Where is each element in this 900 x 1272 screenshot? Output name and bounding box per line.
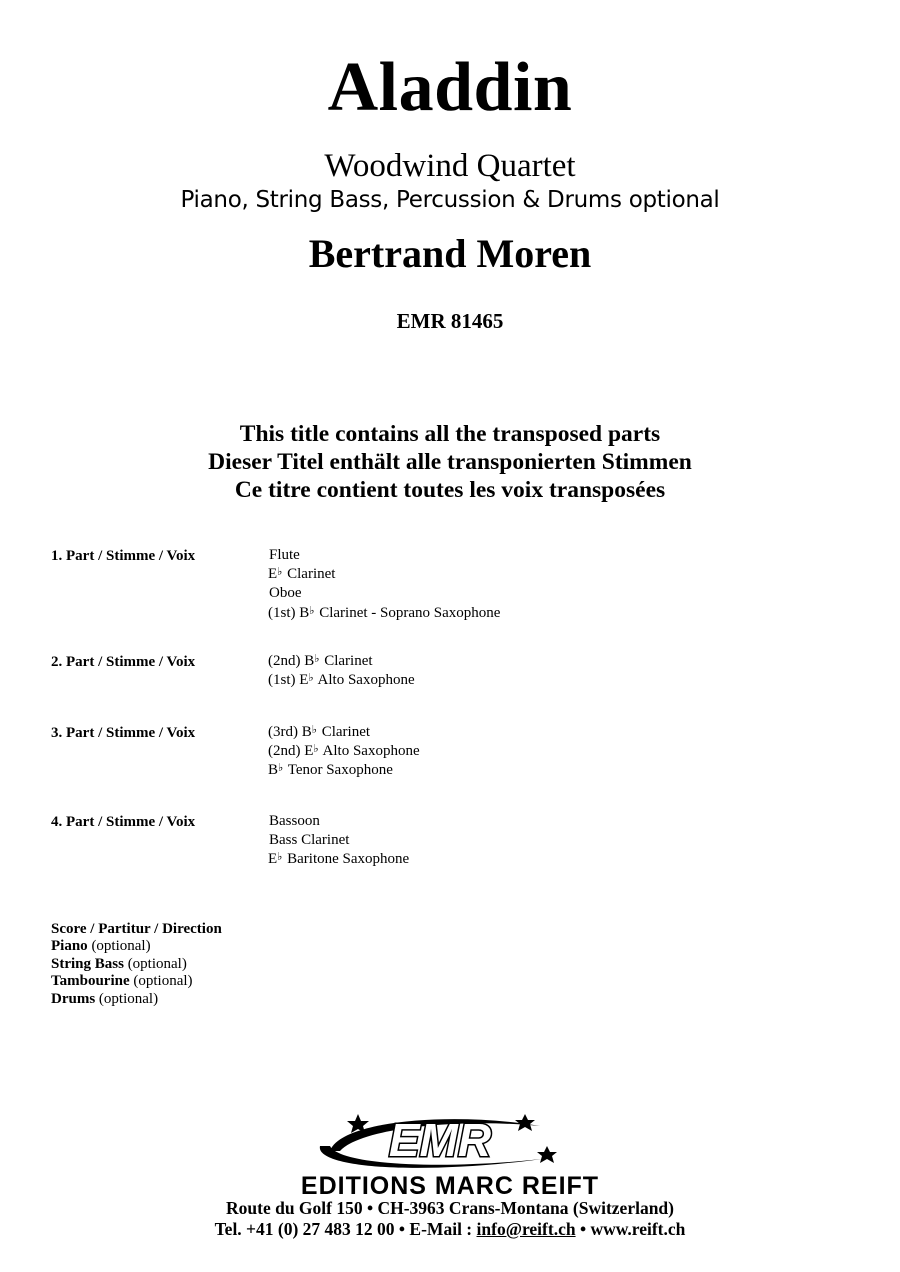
instrument-name: Flute — [269, 547, 300, 563]
instrument-prefix: (1st) E — [268, 672, 309, 689]
instrument-item — [268, 850, 409, 869]
instrument-item — [268, 723, 420, 742]
publisher-name: EDITIONS MARC REIFT — [300, 1172, 600, 1200]
instrument-item — [268, 812, 409, 831]
instrument-name: Tenor Saxophone — [284, 762, 393, 779]
extra-item-note: (optional) — [123, 955, 187, 972]
instrument-item — [268, 546, 500, 565]
instrument-name: Oboe — [269, 585, 302, 602]
instrument-name: Clarinet - Soprano Saxophone — [315, 604, 501, 621]
extra-item — [51, 956, 222, 973]
flat-sign: ♭ — [277, 566, 283, 579]
part-instrument-list — [268, 812, 409, 870]
flat-sign: ♭ — [313, 743, 319, 756]
flat-sign: ♭ — [311, 724, 317, 736]
instrument-item — [268, 671, 415, 690]
instrument-prefix: (1st) B — [268, 604, 310, 621]
instrument-item — [268, 761, 420, 780]
instrument-item — [268, 831, 409, 850]
extra-item-note: (optional) — [95, 990, 159, 1007]
flat-sign: ♭ — [314, 653, 320, 665]
extra-item-note: (optional) — [87, 938, 151, 955]
instrument-prefix: (2nd) E — [268, 743, 314, 760]
extra-item-note: (optional) — [129, 973, 193, 990]
part-label: 3. Part / Stimme / Voix — [51, 725, 196, 741]
instrument-prefix: E — [268, 851, 278, 868]
instrument-item — [268, 584, 500, 603]
notice-german: Dieser Titel enthält alle transponierten Stimmen — [208, 449, 692, 475]
part-label: 2. Part / Stimme / Voix — [51, 654, 196, 670]
part-label: 4. Part / Stimme / Voix — [51, 814, 196, 830]
logo-star-icon — [537, 1146, 557, 1163]
part-label: 1. Part / Stimme / Voix — [51, 548, 196, 564]
score-label: Score / Partitur / Direction — [51, 921, 222, 937]
instrument-name: Bassoon — [269, 813, 320, 829]
extra-item-name: Tambourine — [51, 973, 130, 990]
extra-item-name: String Bass — [51, 955, 124, 972]
instrument-name: Clarinet — [320, 653, 373, 669]
instrument-prefix: (3rd) B — [268, 724, 312, 740]
extra-item — [51, 991, 222, 1008]
optional-parts-list — [51, 921, 222, 1008]
contact-phone: Tel. +41 (0) 27 483 12 00 • E-Mail : — [214, 1219, 477, 1239]
extra-item-name: Drums — [51, 990, 96, 1007]
part-instrument-list — [268, 652, 415, 690]
instrumentation-line: Piano, String Bass, Percussion & Drums optional — [180, 187, 720, 213]
part-instrument-list — [268, 546, 500, 623]
extra-item — [51, 973, 222, 990]
extra-item — [51, 938, 222, 955]
composer-name: Bertrand Moren — [308, 231, 592, 276]
instrument-prefix: B — [268, 762, 279, 779]
logo-star-icon — [515, 1114, 535, 1131]
catalog-number: EMR 81465 — [396, 309, 504, 333]
flat-sign: ♭ — [309, 604, 315, 617]
instrument-item — [268, 652, 415, 671]
contact-website: • www.reift.ch — [575, 1219, 686, 1239]
publisher-contact — [0, 1218, 900, 1240]
instrument-name: Alto Saxophone — [319, 743, 420, 760]
instrument-name: Clarinet — [283, 566, 336, 583]
flat-sign: ♭ — [278, 762, 284, 775]
notice-french: Ce titre contient toutes les voix transposées — [234, 477, 666, 503]
instrument-item — [268, 742, 420, 761]
publisher-address: Route du Golf 150 • CH-3963 Crans-Montana (Switzerland) — [226, 1198, 674, 1218]
instrument-item — [268, 604, 500, 623]
subtitle: Woodwind Quartet — [324, 148, 576, 184]
extra-item-name: Piano — [51, 938, 88, 955]
instrument-name: Bass Clarinet — [269, 832, 350, 849]
logo-text: EMR — [388, 1114, 492, 1166]
instrument-item — [268, 565, 500, 584]
email-link[interactable]: info@reift.ch — [476, 1219, 576, 1239]
flat-sign: ♭ — [308, 672, 314, 685]
notice-english: This title contains all the transposed parts — [239, 421, 661, 447]
flat-sign: ♭ — [277, 851, 283, 864]
instrument-name: Alto Saxophone — [314, 672, 415, 689]
transposed-parts-notice — [0, 420, 900, 504]
instrument-prefix: E — [268, 566, 278, 583]
piece-title: Aladdin — [327, 49, 573, 126]
instrument-name: Baritone Saxophone — [283, 851, 410, 868]
part-instrument-list — [268, 723, 420, 781]
instrument-prefix: (2nd) B — [268, 653, 315, 669]
instrument-name: Clarinet — [317, 724, 371, 740]
